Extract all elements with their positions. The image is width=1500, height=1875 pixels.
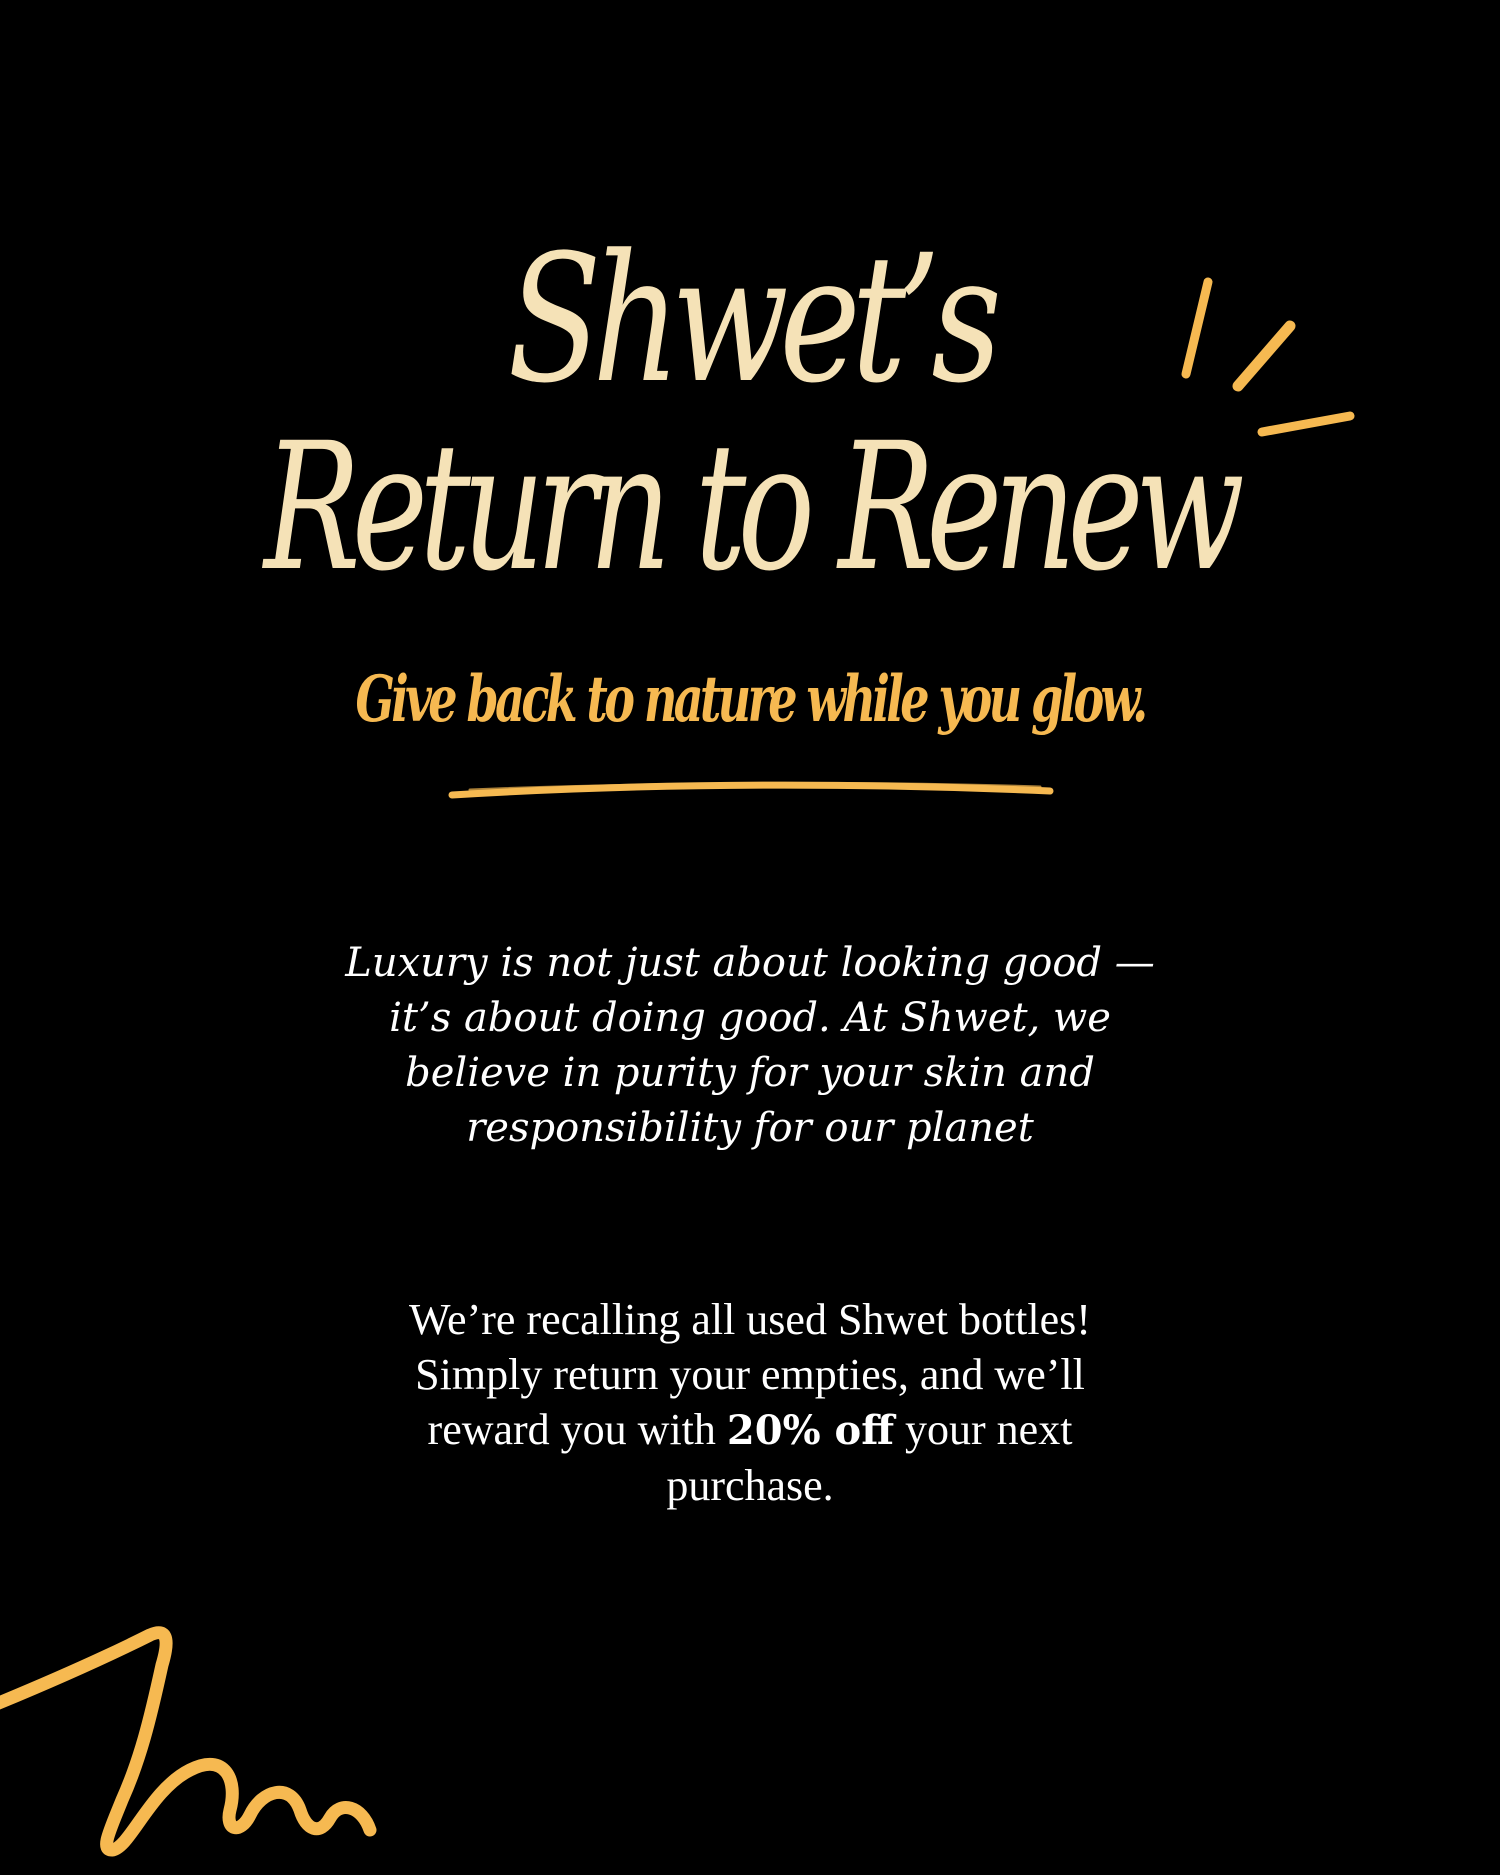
offer-paragraph — [250, 1292, 1250, 1513]
title-line-2: Return to Renew — [263, 405, 1237, 610]
brush-underline-icon — [452, 783, 1050, 795]
tagline: Give back to nature while you glow. — [355, 662, 1145, 737]
title-line-1: Shwet’s — [507, 217, 993, 422]
squiggle-scribble-icon — [0, 1633, 370, 1850]
offer-line: purchase. — [666, 1461, 834, 1510]
discount-highlight: 20% off — [726, 1407, 895, 1454]
intro-line: it’s about doing good. At Shwet, we — [389, 995, 1111, 1041]
offer-text: your next — [894, 1405, 1073, 1454]
intro-line: responsibility for our planet — [466, 1105, 1034, 1151]
intro-paragraph — [250, 936, 1250, 1156]
offer-line: Simply return your empties, and we’ll — [415, 1350, 1085, 1399]
offer-line: We’re recalling all used Shwet bottles! — [409, 1295, 1091, 1344]
intro-line: believe in purity for your skin and — [405, 1050, 1095, 1096]
intro-line: Luxury is not just about looking good — — [345, 940, 1155, 986]
offer-line — [250, 1402, 1250, 1458]
offer-text: reward you with — [427, 1405, 727, 1454]
